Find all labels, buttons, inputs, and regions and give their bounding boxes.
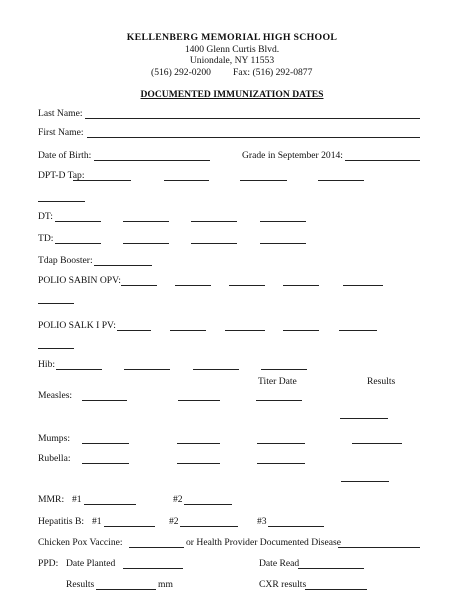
hib-line-3[interactable] bbox=[193, 369, 239, 370]
polio-sabin-line-5[interactable] bbox=[343, 285, 383, 286]
dob-label: Date of Birth: bbox=[38, 150, 92, 161]
first-name-label: First Name: bbox=[38, 127, 84, 138]
dob-line[interactable] bbox=[94, 160, 210, 161]
mmr-1-label: #1 bbox=[72, 494, 82, 505]
hepb-1-line[interactable] bbox=[104, 526, 155, 527]
ppd-results-line[interactable] bbox=[96, 589, 156, 590]
mumps-line-2[interactable] bbox=[177, 443, 220, 444]
polio-salk-label: POLIO SALK I PV: bbox=[38, 320, 116, 331]
school-name: KELLENBERG MEMORIAL HIGH SCHOOL bbox=[126, 32, 338, 43]
tdap-label: Tdap Booster: bbox=[38, 255, 93, 266]
hib-label: Hib: bbox=[38, 359, 56, 370]
td-label: TD: bbox=[38, 233, 54, 244]
measles-results-line[interactable] bbox=[340, 418, 388, 419]
dt-line-4[interactable] bbox=[260, 221, 306, 222]
date-planted-line[interactable] bbox=[123, 568, 183, 569]
hepb-3-label: #3 bbox=[257, 516, 267, 527]
polio-sabin-line-6[interactable] bbox=[38, 303, 74, 304]
school-address: 1400 Glenn Curtis Blvd. bbox=[184, 44, 280, 55]
hepb-3-line[interactable] bbox=[268, 526, 324, 527]
hib-line-4[interactable] bbox=[261, 369, 307, 370]
polio-sabin-line-1[interactable] bbox=[121, 285, 157, 286]
last-name-label: Last Name: bbox=[38, 108, 83, 119]
mumps-results-line[interactable] bbox=[352, 443, 402, 444]
polio-salk-line-3[interactable] bbox=[225, 330, 265, 331]
rubella-label: Rubella: bbox=[38, 453, 71, 464]
mm-unit: mm bbox=[158, 579, 173, 590]
dpt-line-5[interactable] bbox=[38, 201, 85, 202]
measles-titer-line[interactable] bbox=[256, 400, 302, 401]
polio-salk-line-2[interactable] bbox=[170, 330, 206, 331]
dpt-label: DPT-D Tap: bbox=[38, 170, 85, 181]
polio-sabin-line-3[interactable] bbox=[229, 285, 265, 286]
measles-line-1[interactable] bbox=[82, 400, 127, 401]
dt-line-3[interactable] bbox=[191, 221, 237, 222]
polio-sabin-line-2[interactable] bbox=[175, 285, 211, 286]
rubella-results-line[interactable] bbox=[341, 481, 389, 482]
dt-line-2[interactable] bbox=[123, 221, 169, 222]
date-read-label: Date Read bbox=[259, 558, 300, 569]
dpt-line-1[interactable] bbox=[73, 180, 131, 181]
chicken-pox-label: Chicken Pox Vaccine: bbox=[38, 537, 123, 548]
rubella-line-1[interactable] bbox=[82, 463, 129, 464]
td-line-1[interactable] bbox=[55, 243, 101, 244]
mmr-label: MMR: bbox=[38, 494, 65, 505]
mmr-1-line[interactable] bbox=[84, 504, 136, 505]
date-planted-label: Date Planted bbox=[66, 558, 116, 569]
form-title: DOCUMENTED IMMUNIZATION DATES bbox=[140, 89, 324, 100]
td-line-4[interactable] bbox=[260, 243, 306, 244]
measles-line-2[interactable] bbox=[178, 400, 220, 401]
ppd-results-label: Results bbox=[66, 579, 95, 590]
hepb-2-label: #2 bbox=[169, 516, 179, 527]
titer-date-header: Titer Date bbox=[258, 376, 297, 387]
rubella-titer-line[interactable] bbox=[257, 463, 305, 464]
measles-label: Measles: bbox=[38, 390, 73, 401]
polio-sabin-label: POLIO SABIN OPV: bbox=[38, 275, 121, 286]
school-city: Uniondale, NY 11553 bbox=[189, 55, 275, 66]
school-phone: (516) 292-0200 bbox=[151, 67, 211, 78]
hepb-2-line[interactable] bbox=[180, 526, 238, 527]
polio-salk-line-6[interactable] bbox=[38, 348, 74, 349]
polio-sabin-line-4[interactable] bbox=[283, 285, 319, 286]
rubella-line-2[interactable] bbox=[177, 463, 220, 464]
dpt-line-2[interactable] bbox=[164, 180, 209, 181]
grade-line[interactable] bbox=[345, 160, 420, 161]
mmr-2-label: #2 bbox=[173, 494, 183, 505]
td-line-3[interactable] bbox=[191, 243, 237, 244]
chicken-pox-line[interactable] bbox=[129, 547, 184, 548]
cxr-label: CXR results bbox=[259, 579, 307, 590]
dt-line-1[interactable] bbox=[55, 221, 101, 222]
dpt-line-4[interactable] bbox=[318, 180, 364, 181]
td-line-2[interactable] bbox=[123, 243, 169, 244]
mmr-2-line[interactable] bbox=[184, 504, 232, 505]
grade-label: Grade in September 2014: bbox=[242, 150, 343, 161]
last-name-line[interactable] bbox=[85, 118, 420, 119]
polio-salk-line-1[interactable] bbox=[117, 330, 151, 331]
school-fax: Fax: (516) 292-0877 bbox=[233, 67, 313, 78]
hepb-label: Hepatitis B: bbox=[38, 516, 85, 527]
polio-salk-line-5[interactable] bbox=[339, 330, 377, 331]
mumps-line-1[interactable] bbox=[82, 443, 129, 444]
mumps-titer-line[interactable] bbox=[257, 443, 305, 444]
date-read-line[interactable] bbox=[298, 568, 364, 569]
hib-line-2[interactable] bbox=[124, 369, 170, 370]
ppd-label: PPD: bbox=[38, 558, 59, 569]
hib-line-1[interactable] bbox=[56, 369, 102, 370]
dt-label: DT: bbox=[38, 211, 53, 222]
polio-salk-line-4[interactable] bbox=[283, 330, 319, 331]
hepb-1-label: #1 bbox=[92, 516, 102, 527]
results-header: Results bbox=[367, 376, 396, 387]
tdap-line[interactable] bbox=[94, 265, 152, 266]
dpt-line-3[interactable] bbox=[240, 180, 287, 181]
provider-documented-line[interactable] bbox=[338, 547, 420, 548]
mumps-label: Mumps: bbox=[38, 433, 70, 444]
provider-documented-label: or Health Provider Documented Disease bbox=[186, 537, 342, 548]
cxr-line[interactable] bbox=[305, 589, 367, 590]
first-name-line[interactable] bbox=[87, 137, 420, 138]
